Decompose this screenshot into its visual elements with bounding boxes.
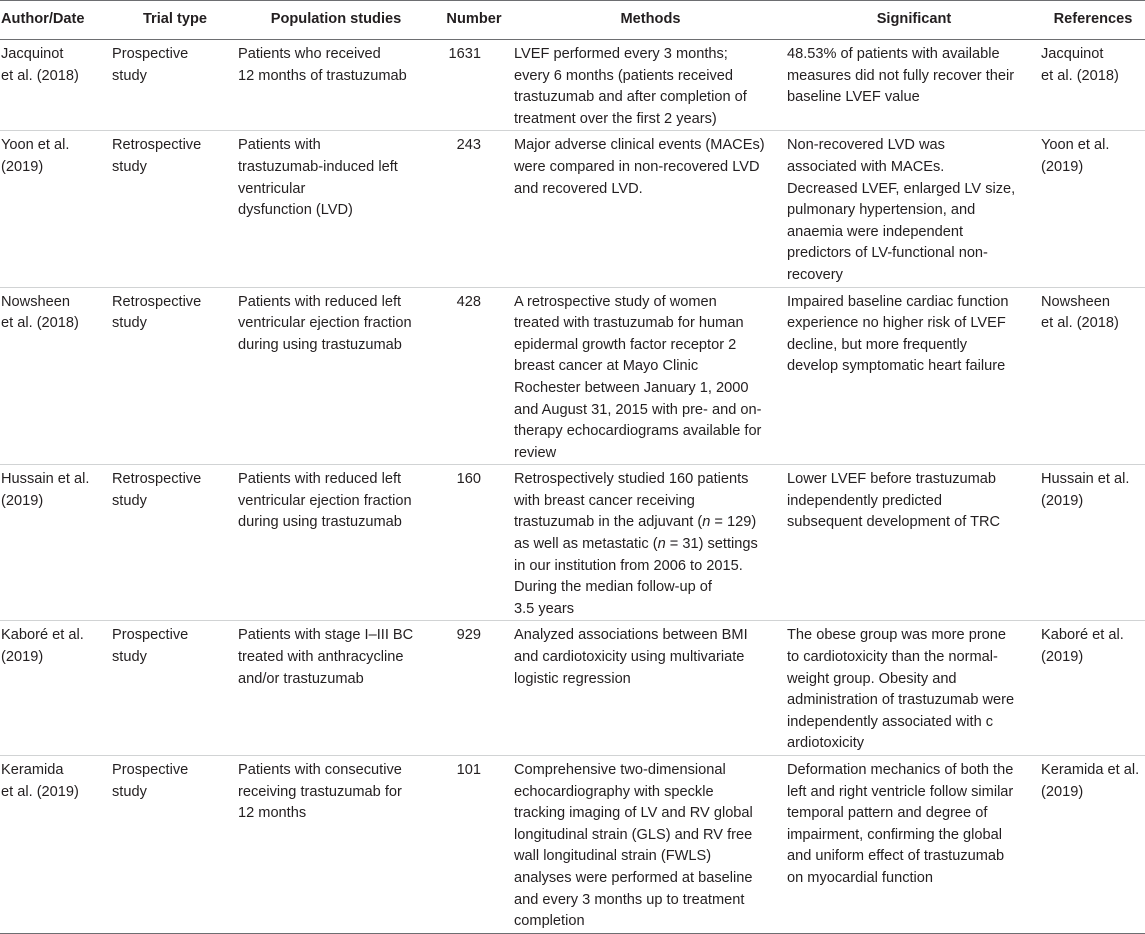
number-cell: 160 <box>434 465 514 621</box>
trial-type-cell: Prospective study <box>112 621 238 756</box>
number-cell: 929 <box>434 621 514 756</box>
number-cell: 428 <box>434 287 514 465</box>
reference-cell: Yoon et al. (2019) <box>1041 131 1145 287</box>
author-date-cell: Nowsheen et al. (2018) <box>0 287 112 465</box>
number-cell: 1631 <box>434 40 514 131</box>
significant-cell: Impaired baseline cardiac function experience no higher risk of LVEF decline, but more frequently develop symptomatic heart failure <box>787 287 1041 465</box>
reference-cell: Keramida et al. (2019) <box>1041 756 1145 934</box>
table-row <box>0 621 1145 756</box>
significant-cell: Non-recovered LVD was associated with MACEs. Decreased LVEF, enlarged LV size, pulmonary hypertension, and anaemia were independent predictors of LV-functional non- recovery <box>787 131 1041 287</box>
population-cell: Patients with reduced left ventricular ejection fraction during using trastuzumab <box>238 287 434 465</box>
reference-cell: Jacquinot et al. (2018) <box>1041 40 1145 131</box>
methods-cell: A retrospective study of women treated with trastuzumab for human epidermal growth factor receptor 2 breast cancer at Mayo Clinic Rochester between January 1, 2000 and August 31, 2015 with pre- and on- therapy echocardiograms available for review <box>514 287 787 465</box>
table-row <box>0 40 1145 131</box>
author-date-cell: Keramida et al. (2019) <box>0 756 112 934</box>
header-population-studies: Population studies <box>238 1 434 40</box>
methods-cell: LVEF performed every 3 months; every 6 months (patients received trastuzumab and after completion of treatment over the first 2 years) <box>514 40 787 131</box>
reference-cell: Hussain et al. (2019) <box>1041 465 1145 621</box>
header-methods: Methods <box>514 1 787 40</box>
author-date-cell: Hussain et al. (2019) <box>0 465 112 621</box>
population-cell: Patients with consecutive receiving trastuzumab for 12 months <box>238 756 434 934</box>
header-author-date: Author/Date <box>0 1 112 40</box>
significant-cell: The obese group was more prone to cardiotoxicity than the normal- weight group. Obesity and administration of trastuzumab were independently associated with c ardiotoxicity <box>787 621 1041 756</box>
trial-type-cell: Retrospective study <box>112 465 238 621</box>
trial-type-cell: Retrospective study <box>112 131 238 287</box>
significant-cell: Lower LVEF before trastuzumab independently predicted subsequent development of TRC <box>787 465 1041 621</box>
methods-cell: Analyzed associations between BMI and cardiotoxicity using multivariate logistic regression <box>514 621 787 756</box>
table-row <box>0 756 1145 934</box>
number-cell: 101 <box>434 756 514 934</box>
trial-type-cell: Prospective study <box>112 756 238 934</box>
reference-cell: Kaboré et al. (2019) <box>1041 621 1145 756</box>
header-significant: Significant <box>787 1 1041 40</box>
population-cell: Patients with trastuzumab-induced left ventricular dysfunction (LVD) <box>238 131 434 287</box>
methods-cell: Comprehensive two-dimensional echocardiography with speckle tracking imaging of LV and RV global longitudinal strain (GLS) and RV free wall longitudinal strain (FWLS) analyses were performed at baseline and every 3 months up to treatment completion <box>514 756 787 934</box>
header-trial-type: Trial type <box>112 1 238 40</box>
methods-cell: Major adverse clinical events (MACEs) were compared in non-recovered LVD and recovered LVD. <box>514 131 787 287</box>
number-cell: 243 <box>434 131 514 287</box>
methods-cell: Retrospectively studied 160 patients with breast cancer receiving trastuzumab in the adjuvant (n = 129) as well as metastatic (n = 31) settings in our institution from 2006 to 2015. During the median follow-up of 3.5 years <box>514 465 787 621</box>
author-date-cell: Kaboré et al. (2019) <box>0 621 112 756</box>
author-date-cell: Yoon et al. (2019) <box>0 131 112 287</box>
table-row <box>0 287 1145 465</box>
population-cell: Patients who received 12 months of trastuzumab <box>238 40 434 131</box>
significant-cell: Deformation mechanics of both the left and right ventricle follow similar temporal pattern and degree of impairment, confirming the global and uniform effect of trastuzumab on myocardial function <box>787 756 1041 934</box>
population-cell: Patients with reduced left ventricular ejection fraction during using trastuzumab <box>238 465 434 621</box>
table-row <box>0 465 1145 621</box>
table-row <box>0 131 1145 287</box>
trial-type-cell: Retrospective study <box>112 287 238 465</box>
trial-type-cell: Prospective study <box>112 40 238 131</box>
population-cell: Patients with stage I–III BC treated with anthracycline and/or trastuzumab <box>238 621 434 756</box>
header-number: Number <box>434 1 514 40</box>
reference-cell: Nowsheen et al. (2018) <box>1041 287 1145 465</box>
significant-cell: 48.53% of patients with available measures did not fully recover their baseline LVEF value <box>787 40 1041 131</box>
author-date-cell: Jacquinot et al. (2018) <box>0 40 112 131</box>
header-references: References <box>1041 1 1145 40</box>
table-header-row <box>0 1 1145 40</box>
